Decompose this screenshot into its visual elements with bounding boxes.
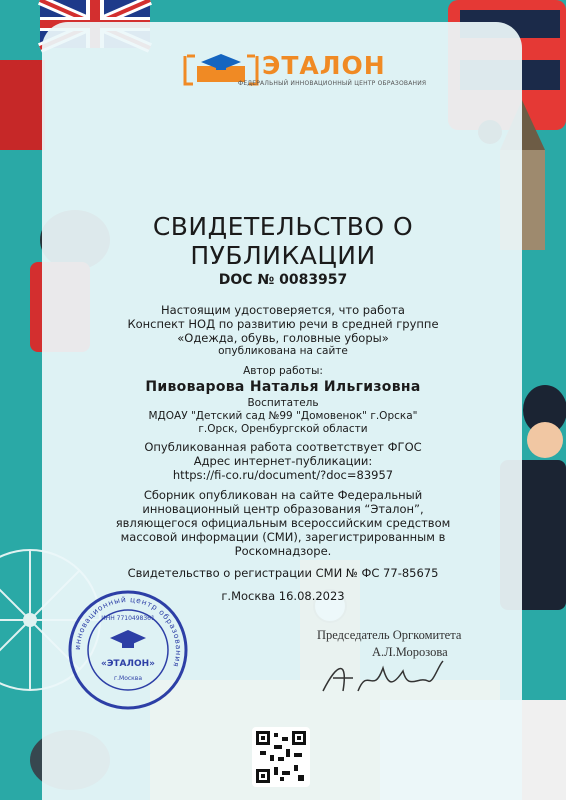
- author-label: Автор работы:: [243, 365, 323, 377]
- author-location: г.Орск, Оренбургской области: [198, 423, 368, 435]
- author-position: Воспитатель: [247, 397, 319, 409]
- author-details: [60, 397, 506, 436]
- media-registration: Свидетельство о регистрации СМИ № ФС 77-85675: [127, 566, 439, 580]
- signer-name: А.Л.Морозова: [372, 645, 448, 659]
- work-title-line: Конспект НОД по развитию речи в средней группе: [127, 317, 439, 331]
- seal-ring-text: инновационный центр образования: [72, 594, 184, 669]
- fgos-line: Опубликованная работа соответствует ФГОС: [144, 440, 422, 454]
- collection-line-3: являющегося официальным всероссийским средством: [115, 516, 451, 530]
- qr-code-icon: [256, 731, 306, 783]
- handwritten-signature: [318, 656, 448, 701]
- seal-center-text: «ЭТАЛОН»: [101, 659, 155, 669]
- seal-inn: ИНН 7710498361: [101, 615, 155, 622]
- author-name: Пивоварова Наталья Ильгизовна: [145, 379, 421, 395]
- date-place: г.Москва 16.08.2023: [221, 589, 345, 603]
- logo-name: ЭТАЛОН: [262, 51, 386, 80]
- work-topic-line: «Одежда, обувь, головные уборы»: [177, 331, 389, 345]
- certify-line-4: опубликована на сайте: [218, 345, 348, 357]
- collection-line-4: массовой информации (СМИ), зарегистрированным в: [120, 530, 446, 544]
- author-organization: МДОАУ "Детский сад №99 "Домовенок" г.Орска": [148, 410, 418, 422]
- signer-title: Председатель Оргкомитета: [317, 628, 462, 642]
- title-line-2: ПУБЛИКАЦИИ: [190, 241, 376, 270]
- title-line-1: СВИДЕТЕЛЬСТВО О: [152, 212, 414, 241]
- official-seal: [66, 588, 190, 712]
- collection-line-1: Сборник опубликован на сайте Федеральный: [143, 488, 423, 502]
- collection-line-5: Роскомнадзоре.: [234, 544, 332, 558]
- document-number: DOC № 0083957: [218, 272, 348, 288]
- address-label: Адрес интернет-публикации:: [193, 454, 373, 468]
- collection-block: [60, 488, 506, 558]
- fgos-block: [60, 440, 506, 482]
- seal-city: г.Москва: [113, 675, 143, 682]
- certify-block: [60, 303, 506, 358]
- collection-line-2: инновационный центр образования “Эталон”,: [142, 502, 424, 516]
- qr-code: [252, 727, 310, 787]
- certificate-title: [60, 212, 506, 270]
- logo-subtitle: ФЕДЕРАЛЬНЫЙ ИННОВАЦИОННЫЙ ЦЕНТР ОБРАЗОВАНИЯ: [238, 80, 427, 87]
- certify-line-1: Настоящим удостоверяется, что работа: [161, 303, 405, 317]
- publication-url: https://fi-co.ru/document/?doc=83957: [172, 468, 394, 482]
